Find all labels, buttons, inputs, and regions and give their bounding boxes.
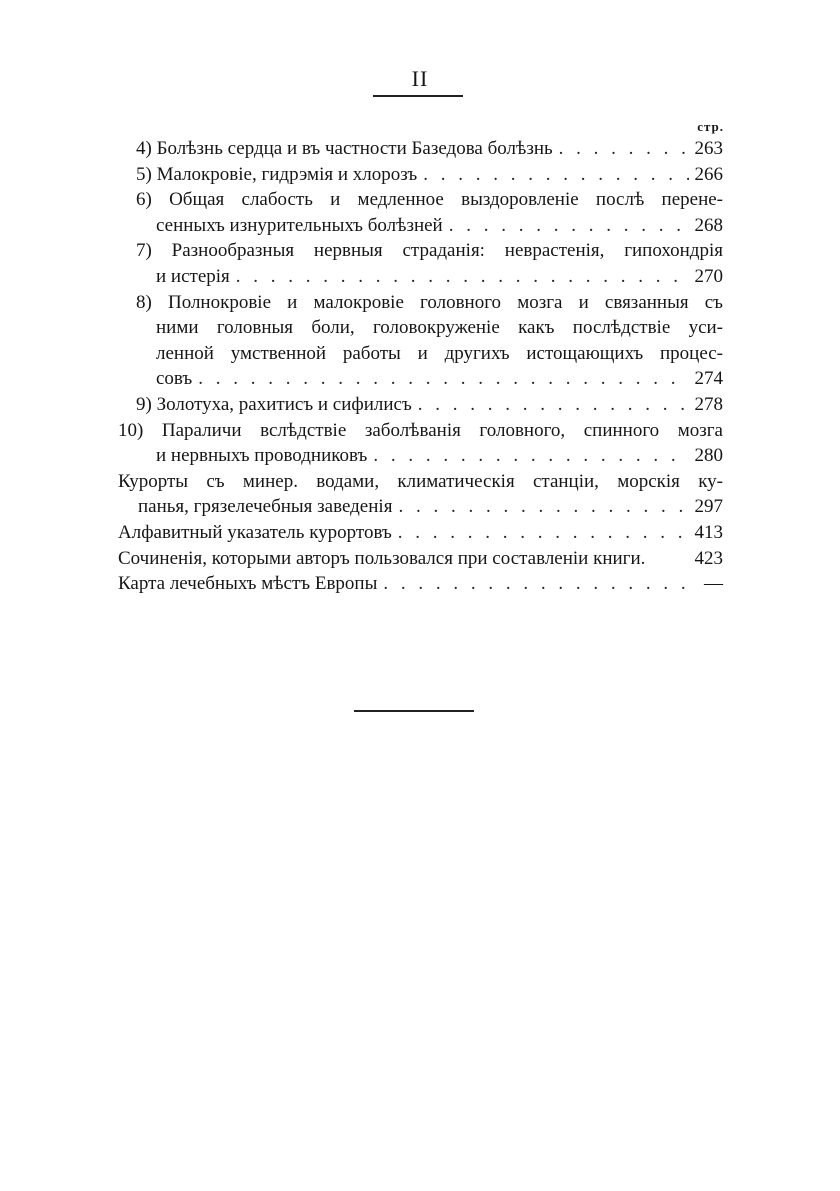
toc-entry-page: 268 [694,214,723,236]
toc-entry [118,136,723,162]
toc-entry [118,520,723,546]
footer-rule [354,710,474,712]
dot-leader [417,162,689,188]
dot-leader [367,443,689,469]
toc-entry-line: Курорты съ минер. водами, климатическія станціи, морскія ку- [118,470,723,492]
table-of-contents [118,136,723,597]
toc-entry-title: 5) Малокровіе, гидрэмія и хлорозъ [136,163,418,185]
toc-entry [118,494,723,520]
toc-entry-line: 6) Общая слабость и медленное выздоровленіе послѣ перене- [136,189,723,211]
toc-entry-page: 266 [694,163,723,185]
toc-entry-line: 10) Параличи вслѣдствіе заболѣванія головного, спинного мозга [118,419,723,441]
toc-entry [118,443,723,469]
toc-entry [118,392,723,418]
toc-entry [118,162,723,188]
dot-leader [230,264,689,290]
toc-entry-page: 270 [694,265,723,287]
toc-entry-page: 297 [694,496,723,518]
toc-entry-title: сенныхъ изнурительныхъ болѣзней [156,214,443,236]
toc-entry-page: 280 [694,445,723,467]
toc-entry-page: — [704,573,723,595]
toc-entry-line: ленной умственной работы и другихъ истощающихъ процес- [156,342,723,364]
toc-entry-title: 9) Золотуха, рахитисъ и сифилисъ [136,393,412,415]
toc-entry-title: Алфавитный указатель курортовъ [118,521,392,543]
toc-entry-title: 4) Болѣзнь сердца и въ частности Базедова болѣзнь [136,138,553,159]
toc-entry [118,264,723,290]
toc-entry-page: 423 [694,547,723,569]
toc-entry [118,213,723,239]
toc-entry-title: и нервныхъ проводниковъ [156,445,368,467]
dot-leader [192,366,689,392]
toc-entry-title: Карта лечебныхъ мѣстъ Европы [118,573,378,595]
toc-entry-page: 278 [694,393,723,415]
toc-entry [118,546,723,572]
toc-entry-page: 274 [694,368,723,390]
toc-entry-page: 263 [694,138,723,159]
dot-leader [377,571,689,597]
toc-entry-line: 8) Полнокровіе и малокровіе головного мозга и связанныя съ [136,291,723,313]
toc-entry-title: Сочиненія, которыми авторъ пользовался при составленіи книги. [118,547,646,569]
toc-entry-line: 7) Разнообразныя нервныя страданія: неврастенія, гипохондрія [136,240,723,262]
page-number: II [411,66,429,91]
dot-leader [443,213,689,239]
header-rule [373,95,463,97]
toc-entry-title: и истерія [156,265,230,287]
toc-entry [118,366,723,392]
toc-entry-page: 413 [694,521,723,543]
dot-leader [412,392,689,418]
dot-leader [392,520,689,546]
toc-entry [118,571,723,597]
toc-entry-title: панья, грязелечебныя заведенія [138,496,393,518]
toc-entry-title: совъ [156,368,193,390]
dot-leader [553,136,689,162]
page-column-header: стр. [697,119,724,134]
toc-entry-line: ними головныя боли, головокруженіе какъ послѣдствіе уси- [156,317,723,339]
dot-leader [392,494,689,520]
